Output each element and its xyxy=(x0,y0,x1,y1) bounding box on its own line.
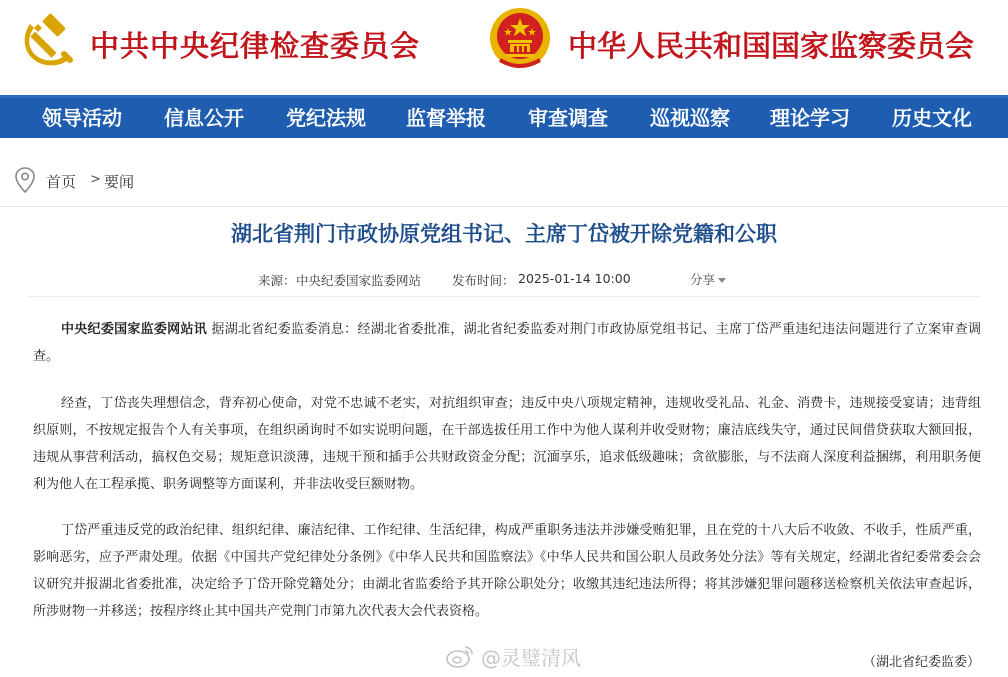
national-emblem-icon xyxy=(488,6,552,72)
org-name-nsc: 中华人民共和国国家监察委员会 xyxy=(568,29,975,63)
weibo-icon xyxy=(445,643,475,669)
meta-divider xyxy=(28,296,980,297)
chevron-down-icon xyxy=(718,278,726,283)
watermark-text: @灵璧清风 xyxy=(481,646,581,670)
nav-item-theory[interactable]: 理论学习 xyxy=(770,106,850,130)
nav-item-regulations[interactable]: 党纪法规 xyxy=(286,106,366,130)
publish-time-label: 发布时间： xyxy=(452,273,515,288)
nav-item-disclosure[interactable]: 信息公开 xyxy=(164,106,244,130)
breadcrumb-separator: > xyxy=(90,172,101,187)
article-paragraph-3: 丁岱严重违反党的政治纪律、组织纪律、廉洁纪律、工作纪律、生活纪律，构成严重职务违法并涉嫌受贿犯罪，且在党的十八大后不收敛、不收手，性质严重，影响恶劣，应予严肃处理。依据《中国共产党纪律处分条例》《中华人民共和国监察法》《中华人民共和国公职人员政务处分法》等有关规定，经湖北省纪委常委会会议研究并报湖北省委批准，决定给予丁岱开除党籍处分；由湖北省监委给予其开除公职处分；收缴其违纪违法所得；将其涉嫌犯罪问题移送检察机关依法审查起诉，所涉财物一并移送；按程序终止其中国共产党荆门市第九次代表大会代表资格。 xyxy=(33,523,981,619)
nav-item-investigation[interactable]: 审查调查 xyxy=(528,106,608,130)
site-header xyxy=(0,0,1008,95)
article-title: 湖北省荆门市政协原党组书记、主席丁岱被开除党籍和公职 xyxy=(231,222,777,246)
location-pin-icon xyxy=(14,166,36,194)
nav-item-report[interactable]: 监督举报 xyxy=(406,106,486,130)
nav-item-inspection[interactable]: 巡视巡察 xyxy=(650,106,730,130)
nav-item-leadership[interactable]: 领导活动 xyxy=(42,106,122,130)
breadcrumb-divider xyxy=(0,206,1008,207)
party-emblem-icon xyxy=(18,10,74,70)
article-author: （湖北省纪委监委） xyxy=(862,655,980,670)
breadcrumb-home-link[interactable]: 首页 xyxy=(46,173,77,191)
breadcrumb-current-link[interactable]: 要闻 xyxy=(104,173,135,191)
main-nav xyxy=(0,95,1008,138)
article-paragraph-2: 经查，丁岱丧失理想信念，背弃初心使命，对党不忠诚不老实，对抗组织审查；违反中央八项规定精神，违规收受礼品、礼金、消费卡，违规接受宴请；违背组织原则，不按规定报告个人有关事项，在组织函询时不如实说明问题，在干部选拔任用工作中为他人谋利并收受财物；廉洁底线失守，通过民间借贷获取大额回报，违规从事营利活动，搞权色交易；规矩意识淡薄，违规干预和插手公共财政资金分配；沉湎享乐，追求低级趣味；贪欲膨胀，与不法商人深度利益捆绑，利用职务便利为他人在工程承揽、职务调整等方面谋利，并非法收受巨额财物。 xyxy=(33,396,981,492)
article-lead: 中央纪委国家监委网站讯 xyxy=(61,322,208,337)
share-button[interactable] xyxy=(690,270,726,288)
article-meta xyxy=(0,271,1008,289)
share-label: 分享 xyxy=(690,272,716,287)
source-value: 中央纪委国家监委网站 xyxy=(296,273,422,288)
org-name-ccdi: 中共中央纪律检查委员会 xyxy=(90,29,421,63)
nav-item-history[interactable]: 历史文化 xyxy=(892,106,972,130)
article-paragraph-1 xyxy=(33,316,981,370)
publish-time-value: 2025-01-14 10:00 xyxy=(518,271,631,286)
source-label: 来源： xyxy=(258,273,296,288)
article-paragraph-1-text: 据湖北省纪委监委消息：经湖北省委批准，湖北省纪委监委对荆门市政协原党组书记、主席丁岱严重违纪违法问题进行了立案审查调查。 xyxy=(33,322,981,364)
